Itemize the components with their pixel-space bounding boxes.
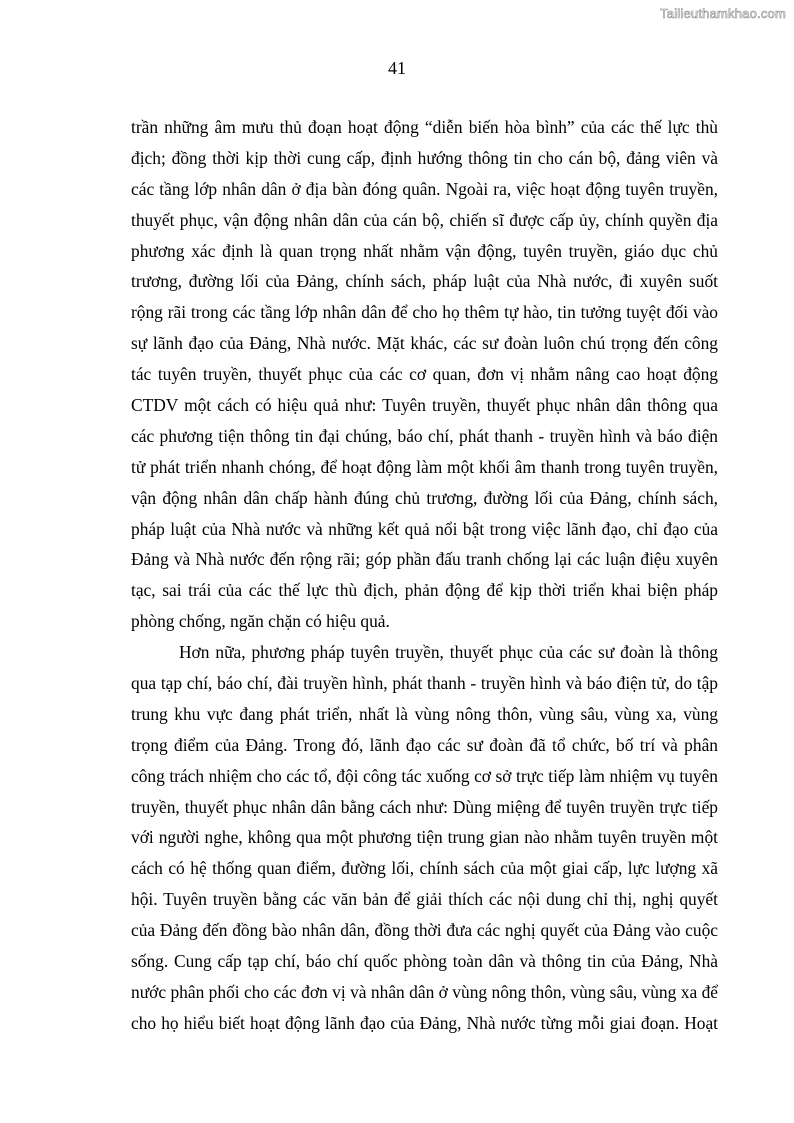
text-line: các tầng lớp nhân dân ở địa bàn đóng quân. Ngoài ra, việc hoạt động tuyên truyền, <box>131 178 718 199</box>
text-line: thuyết phục, vận động nhân dân của cán bộ, chiến sĩ được cấp ủy, chính quyền địa <box>131 209 718 230</box>
text-line: nước phân phối cho các đơn vị và nhân dân ở vùng nông thôn, vùng sâu, vùng xa để <box>131 981 718 1002</box>
text-line: công trách nhiệm cho các tổ, đội công tác xuống cơ sở trực tiếp làm nhiệm vụ tuyên <box>131 765 718 786</box>
text-line: của Đảng đến đồng bào nhân dân, đồng thời đưa các nghị quyết của Đảng vào cuộc <box>131 920 718 941</box>
text-line: tác tuyên truyền, thuyết phục của các cơ quan, đơn vị nhằm nâng cao hoạt động <box>131 364 718 385</box>
text-line: pháp luật của Nhà nước và những kết quả nổi bật trong việc lãnh đạo, chỉ đạo của <box>131 518 718 539</box>
text-line: phương xác định là quan trọng nhất nhằm vận động, tuyên truyền, giáo dục chủ <box>131 240 718 261</box>
text-line: tử phát triển nhanh chóng, để hoạt động làm một khối âm thanh trong tuyên truyền, <box>131 456 718 477</box>
text-line: cách có hệ thống quan điểm, đường lối, chính sách của một giai cấp, lực lượng xã <box>131 858 718 879</box>
text-line: trung khu vực đang phát triển, nhất là vùng nông thôn, vùng sâu, vùng xa, vùng <box>131 703 718 724</box>
text-line: vận động nhân dân chấp hành đúng chủ trương, đường lối của Đảng, chính sách, <box>131 487 718 508</box>
text-line: tạc, sai trái của các thế lực thù địch, phản động để kịp thời triển khai biện pháp <box>131 580 718 601</box>
page-number: 41 <box>388 58 406 78</box>
text-line: CTDV một cách có hiệu quả như: Tuyên truyền, thuyết phục nhân dân thông qua <box>131 395 718 416</box>
text-line: với người nghe, không qua một phương tiện trung gian nào nhằm tuyên truyền một <box>131 827 718 848</box>
text-line: trương, đường lối của Đảng, chính sách, pháp luật của Nhà nước, đi xuyên suốt <box>131 271 718 292</box>
text-line: trọng điểm của Đảng. Trong đó, lãnh đạo các sư đoàn đã tổ chức, bố trí và phân <box>131 734 718 755</box>
document-body <box>131 112 718 1039</box>
text-line: truyền, thuyết phục nhân dân bằng cách như: Dùng miệng để tuyên truyền trực tiếp <box>131 796 718 817</box>
text-line: sống. Cung cấp tạp chí, báo chí quốc phòng toàn dân và thông tin của Đảng, Nhà <box>131 951 718 972</box>
watermark-text: Tailieuthamkhao.com <box>660 6 786 21</box>
text-line: qua tạp chí, báo chí, đài truyền hình, phát thanh - truyền hình và báo điện tử, do tập <box>131 673 718 694</box>
text-line: sự lãnh đạo của Đảng, Nhà nước. Mặt khác, các sư đoàn luôn chú trọng đến công <box>131 333 718 354</box>
text-line: địch; đồng thời kịp thời cung cấp, định hướng thông tin cho cán bộ, đảng viên và <box>131 147 718 168</box>
text-line: Đảng và Nhà nước đến rộng rãi; góp phần đấu tranh chống lại các luận điệu xuyên <box>131 549 718 570</box>
text-line: cho họ hiểu biết hoạt động lãnh đạo của Đảng, Nhà nước từng mỗi giai đoạn. Hoạt <box>131 1012 718 1033</box>
text-line: rộng rãi trong các tầng lớp nhân dân để cho họ thêm tự hào, tin tưởng tuyệt đối vào <box>131 302 718 323</box>
text-line: các phương tiện thông tin đại chúng, báo chí, phát thanh - truyền hình và báo điện <box>131 425 718 446</box>
paragraph-start-line: Hơn nữa, phương pháp tuyên truyền, thuyết phục của các sư đoàn là thông <box>179 642 718 663</box>
text-line: hội. Tuyên truyền bằng các văn bản để giải thích các nội dung chỉ thị, nghị quyết <box>131 889 718 910</box>
text-line: trần những âm mưu thủ đoạn hoạt động “diễn biến hòa bình” của các thế lực thù <box>131 117 718 137</box>
paragraph-end-line: phòng chống, ngăn chặn có hiệu quả. <box>131 611 390 632</box>
